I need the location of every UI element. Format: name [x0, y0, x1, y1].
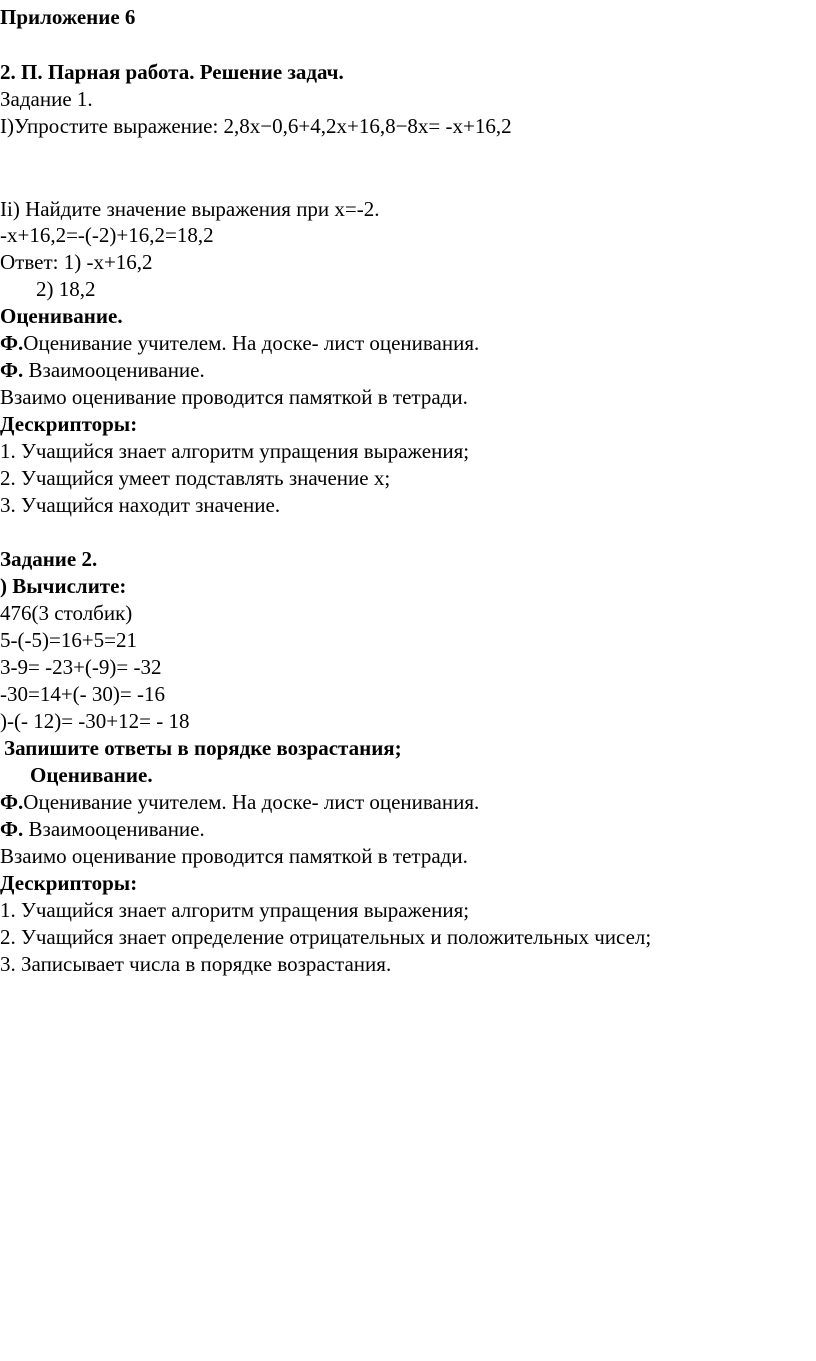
task2-descriptor-item: 3. Записывает числа в порядке возрастания.	[0, 952, 392, 976]
task1-peer-line	[0, 357, 205, 384]
task2-line: 5-(-5)=16+5=21	[0, 628, 138, 652]
task2-line: 476(3 столбик)	[0, 601, 133, 625]
task1-peer-note: Взаимо оценивание проводится памяткой в тетради.	[0, 385, 468, 409]
task2-descriptor-item: 1. Учащийся знает алгоритм упращения выражения;	[0, 898, 470, 922]
task2-peer-note: Взаимо оценивание проводится памяткой в тетради.	[0, 844, 468, 868]
task1-assessment-heading: Оценивание.	[0, 304, 123, 328]
task1-descriptor-item: 3. Учащийся находит значение.	[0, 493, 281, 517]
task2-teacher-text: Оценивание учителем. На доске- лист оценивания.	[23, 790, 480, 814]
task1-descriptors-heading: Дескрипторы:	[0, 412, 138, 436]
task1-calc: -x+16,2=-(-2)+16,2=18,2	[0, 223, 214, 247]
task1-answer2: 2) 18,2	[36, 277, 96, 301]
task2-teacher-line	[0, 789, 479, 816]
task2-title: Задание 2.	[0, 547, 98, 571]
task1-teacher-line	[0, 330, 479, 357]
task1-title: Задание 1.	[0, 87, 93, 111]
section-heading: 2. П. Парная работа. Решение задач.	[0, 60, 344, 84]
task1-descriptor-item: 2. Учащийся умеет подставлять значение x;	[0, 466, 391, 490]
task1-teacher-text: Оценивание учителем. На доске- лист оценивания.	[23, 331, 480, 355]
task2-assessment-heading: Оценивание.	[30, 763, 153, 787]
task2-line: -30=14+(- 30)= -16	[0, 682, 165, 706]
task2-line: )-(- 12)= -30+12= - 18	[0, 709, 190, 733]
task2-peer-text: Взаимооценивание.	[23, 817, 205, 841]
task2-line: 3-9= -23+(-9)= -32	[0, 655, 162, 679]
task1-peer-marker: Ф.	[0, 358, 24, 382]
task1-part1: I)Упростите выражение: 2,8x−0,6+4,2x+16,8−8x= -x+16,2	[0, 114, 512, 138]
appendix-title: Приложение 6	[0, 5, 136, 29]
task2-order-heading: Запишите ответы в порядке возрастания;	[4, 736, 402, 760]
task2-peer-marker: Ф.	[0, 817, 24, 841]
task1-descriptor-item: 1. Учащийся знает алгоритм упращения выражения;	[0, 439, 470, 463]
task1-teacher-marker: Ф.	[0, 331, 24, 355]
task2-compute-heading: ) Вычислите:	[0, 574, 127, 598]
task2-descriptors-heading: Дескрипторы:	[0, 871, 138, 895]
task1-part2: Ii) Найдите значение выражения при x=-2.	[0, 197, 380, 221]
task1-peer-text: Взаимооценивание.	[23, 358, 205, 382]
task2-descriptor-item: 2. Учащийся знает определение отрицательных и положительных чисел;	[0, 925, 652, 949]
task2-peer-line	[0, 816, 205, 843]
task2-teacher-marker: Ф.	[0, 790, 24, 814]
task1-answer1: Ответ: 1) -x+16,2	[0, 250, 153, 274]
